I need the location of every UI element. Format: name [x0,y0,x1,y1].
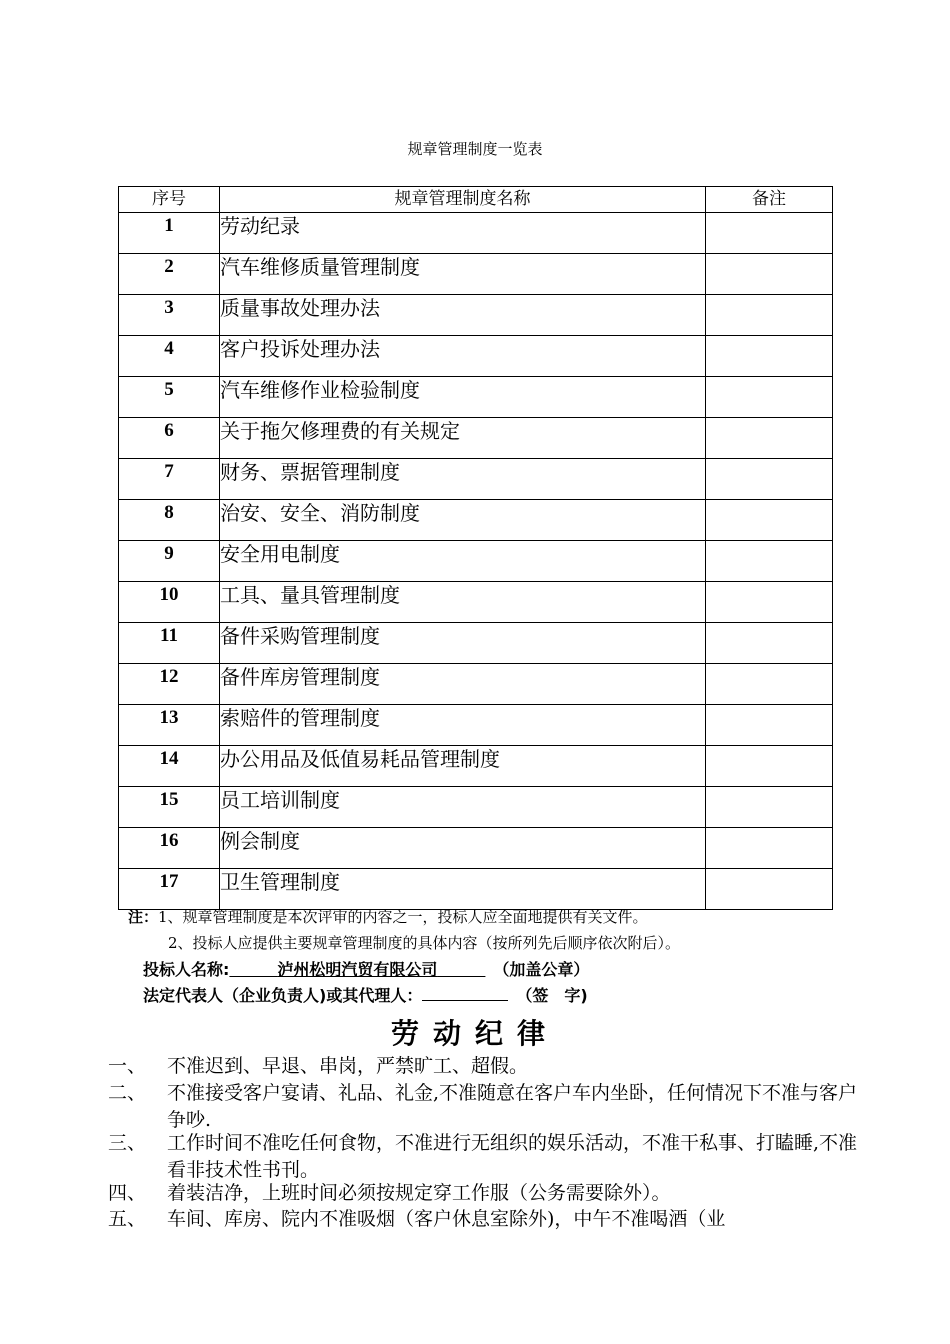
note-text-1: 1、规章管理制度是本次评审的内容之一，投标人应全面地提供有关文件。 [158,908,648,926]
document-title: 规章管理制度一览表 [407,140,543,158]
row-name: 索赔件的管理制度 [220,705,706,746]
row-serial: 16 [119,828,220,869]
row-remark [706,582,833,623]
representative-label: 法定代表人（企业负责人)或其代理人： [143,986,423,1005]
row-remark [706,459,833,500]
bidder-name-field [229,960,485,979]
table-row [119,664,833,705]
representative-suffix: （签 字) [516,986,588,1005]
row-serial: 5 [119,377,220,418]
header-serial: 序号 [119,187,220,213]
row-serial: 4 [119,336,220,377]
table-row [119,541,833,582]
row-remark [706,418,833,459]
section-title: 劳动纪律 [390,1017,559,1050]
row-serial: 12 [119,664,220,705]
table-row [119,623,833,664]
row-serial: 2 [119,254,220,295]
row-name: 例会制度 [220,828,706,869]
row-name: 办公用品及低值易耗品管理制度 [220,746,706,787]
row-remark [706,254,833,295]
row-remark [706,377,833,418]
row-name: 治安、安全、消防制度 [220,500,706,541]
row-serial: 15 [119,787,220,828]
table-row [119,582,833,623]
rule-text: 着装洁净，上班时间必须按规定穿工作服（公务需要除外）。 [167,1182,671,1204]
row-serial: 14 [119,746,220,787]
table-header-row [119,187,833,213]
table-row [119,746,833,787]
rule-number: 二、 [108,1082,147,1104]
rule-item [108,1130,868,1184]
rule-item [108,1053,868,1080]
row-remark [706,828,833,869]
row-remark [706,787,833,828]
row-name: 汽车维修质量管理制度 [220,254,706,295]
row-name: 客户投诉处理办法 [220,336,706,377]
row-serial: 7 [119,459,220,500]
rule-item [108,1206,868,1233]
row-name: 安全用电制度 [220,541,706,582]
header-name: 规章管理制度名称 [220,187,706,213]
table-row [119,336,833,377]
row-serial: 13 [119,705,220,746]
row-name: 财务、票据管理制度 [220,459,706,500]
row-name: 关于拖欠修理费的有关规定 [220,418,706,459]
row-serial: 10 [119,582,220,623]
note-line-2 [168,932,680,953]
table-row [119,869,833,910]
row-serial: 3 [119,295,220,336]
table-row [119,418,833,459]
row-serial: 6 [119,418,220,459]
table-row [119,500,833,541]
bidder-line [143,957,589,980]
row-serial: 11 [119,623,220,664]
row-name: 工具、量具管理制度 [220,582,706,623]
row-name: 备件采购管理制度 [220,623,706,664]
table-row [119,459,833,500]
table-row [119,787,833,828]
row-remark [706,541,833,582]
table-row [119,828,833,869]
row-serial: 9 [119,541,220,582]
row-name: 汽车维修作业检验制度 [220,377,706,418]
row-serial: 1 [119,213,220,254]
row-serial: 8 [119,500,220,541]
note-prefix: 注： [128,908,159,926]
rule-item [108,1080,868,1134]
row-serial: 17 [119,869,220,910]
table-row [119,705,833,746]
rule-text: 不准接受客户宴请、礼品、礼金,不准随意在客户车内坐卧，任何情况下不准与客户争吵. [167,1082,858,1131]
note-text-2: 2、投标人应提供主要规章管理制度的具体内容（按所列先后顺序依次附后）。 [168,934,681,952]
header-remark: 备注 [706,187,833,213]
rule-text: 车间、库房、院内不准吸烟（客户休息室除外)，中午不准喝酒（业 [167,1208,726,1230]
row-name: 员工培训制度 [220,787,706,828]
table-row [119,377,833,418]
row-remark [706,623,833,664]
rule-number: 五、 [108,1208,147,1230]
row-name: 卫生管理制度 [220,869,706,910]
table-row [119,254,833,295]
rule-number: 一、 [108,1055,147,1077]
table-row [119,295,833,336]
representative-line [143,983,588,1006]
row-remark [706,336,833,377]
bidder-label: 投标人名称: [143,960,230,979]
bidder-name: 泸州松明汽贸有限公司 [277,960,438,979]
row-remark [706,500,833,541]
table-row [119,213,833,254]
row-remark [706,213,833,254]
note-line-1 [128,906,648,927]
row-name: 质量事故处理办法 [220,295,706,336]
rule-number: 三、 [108,1132,147,1154]
row-remark [706,869,833,910]
rule-item [108,1180,868,1207]
bidder-suffix: （加盖公章） [493,960,590,979]
row-name: 劳动纪录 [220,213,706,254]
rule-text: 不准迟到、早退、串岗，严禁旷工、超假。 [167,1055,529,1077]
row-remark [706,295,833,336]
rule-text: 工作时间不准吃任何食物，不准进行无组织的娱乐活动，不准干私事、打瞌睡,不准看非技术性书刊。 [167,1132,858,1181]
regulations-table [118,186,833,910]
row-remark [706,705,833,746]
row-remark [706,746,833,787]
row-name: 备件库房管理制度 [220,664,706,705]
representative-signature-blank [422,986,508,1001]
rule-number: 四、 [108,1182,147,1204]
row-remark [706,664,833,705]
